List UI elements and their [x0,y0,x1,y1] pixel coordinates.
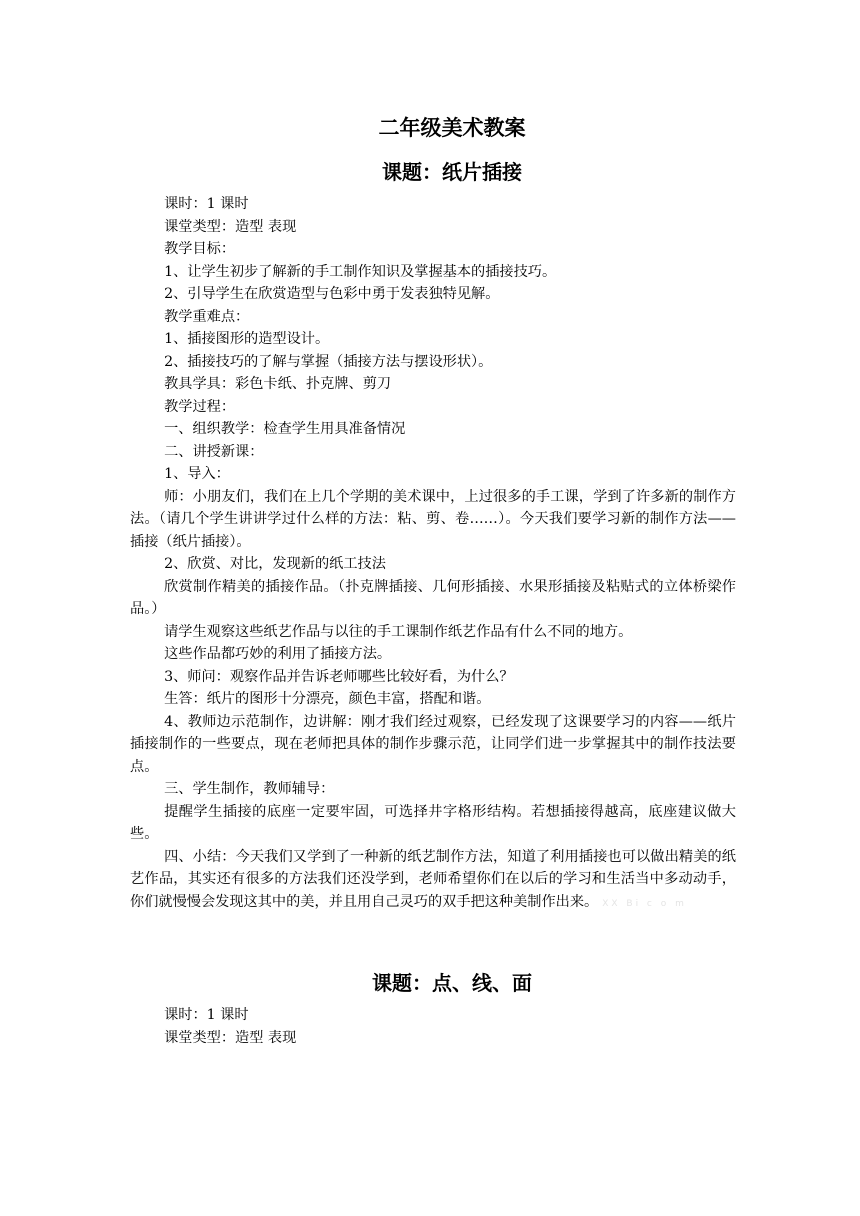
lesson-line: 课时：1 课时 [164,196,249,212]
lesson-line: 课堂类型：造型 表现 [164,218,297,235]
lesson-title-paper-insert: 课题：纸片插接 [382,160,522,184]
lesson-line: 教具学具：彩色卡纸、扑克牌、剪刀 [164,376,392,392]
lesson-line: 生答：纸片的图形十分漂亮，颜色丰富，搭配和谐。 [164,691,491,707]
lesson-line: 2、欣赏、对比，发现新的纸工技法 [164,556,386,572]
lesson-line: 课时：1 课时 [164,1007,249,1023]
lesson-line: 请学生观察这些纸艺作品与以往的手工课制作纸艺作品有什么不同的地方。 [164,623,633,640]
lesson-line: 教学重难点： [164,308,250,325]
lesson-paragraph: 提醒学生插接的底座一定要牢固，可选择井字格形结构。若想插接得越高，底座建议做大些。 [130,803,736,842]
lesson-body-paper-insert [130,193,736,915]
lesson-line: 课堂类型：造型 表现 [164,1029,297,1046]
lesson-summary-text: 四、小结：今天我们又学到了一种新的纸艺制作方法，知道了利用插接也可以做出精美的纸艺作品，其实还有很多的方法我们还没学到，老师希望你们在以后的学习和生活当中多动动手，你们就慢慢会发现这其中的美，并且用自己灵巧的双手把这种美制作出来。 [130,848,736,910]
watermark-text: XX Bi c o m [602,898,687,909]
lesson-body-point-line-plane [130,1004,736,1049]
lesson-line: 三、学生制作，教师辅导： [164,781,335,797]
lesson-line: 2、引导学生在欣赏造型与色彩中勇于发表独特见解。 [164,286,500,302]
lesson-line: 2、插接技巧的了解与掌握（插接方法与摆设形状）。 [164,353,493,370]
lesson-line: 1、插接图形的造型设计。 [164,331,330,347]
lesson-line: 1、导入： [164,466,230,482]
lesson-line: 3、师问：观察作品并告诉老师哪些比较好看，为什么？ [164,668,514,685]
lesson-summary-paragraph [130,846,736,916]
lesson-line: 二、讲授新课： [164,443,264,460]
lesson-paragraph: 欣赏制作精美的插接作品。（扑克牌插接、几何形插接、水果形插接及粘贴式的立体桥梁作品。） [130,578,736,617]
lesson-line: 一、组织教学：检查学生用具准备情况 [164,421,406,437]
lesson-title-point-line-plane: 课题：点、线、面 [372,971,532,995]
lesson-paragraph: 师：小朋友们，我们在上几个学期的美术课中，上过很多的手工课，学到了许多新的制作方法。（请几个学生讲讲学过什么样的方法：粘、剪、卷……）。今天我们要学习新的制作方法——插接（纸片插接）。 [130,488,736,550]
lesson-line: 教学目标： [164,241,236,257]
lesson-paragraph: 4、教师边示范制作，边讲解：刚才我们经过观察，已经发现了这课要学习的内容——纸片插接制作的一些要点，现在老师把具体的制作步骤示范，让同学们进一步掌握其中的制作技法要点。 [130,713,736,775]
lesson-line: 这些作品都巧妙的利用了插接方法。 [164,646,392,662]
lesson-line: 教学过程： [164,398,236,415]
document-title: 二年级美术教案 [378,116,526,140]
lesson-line: 1、让学生初步了解新的手工制作知识及掌握基本的插接技巧。 [164,263,557,280]
